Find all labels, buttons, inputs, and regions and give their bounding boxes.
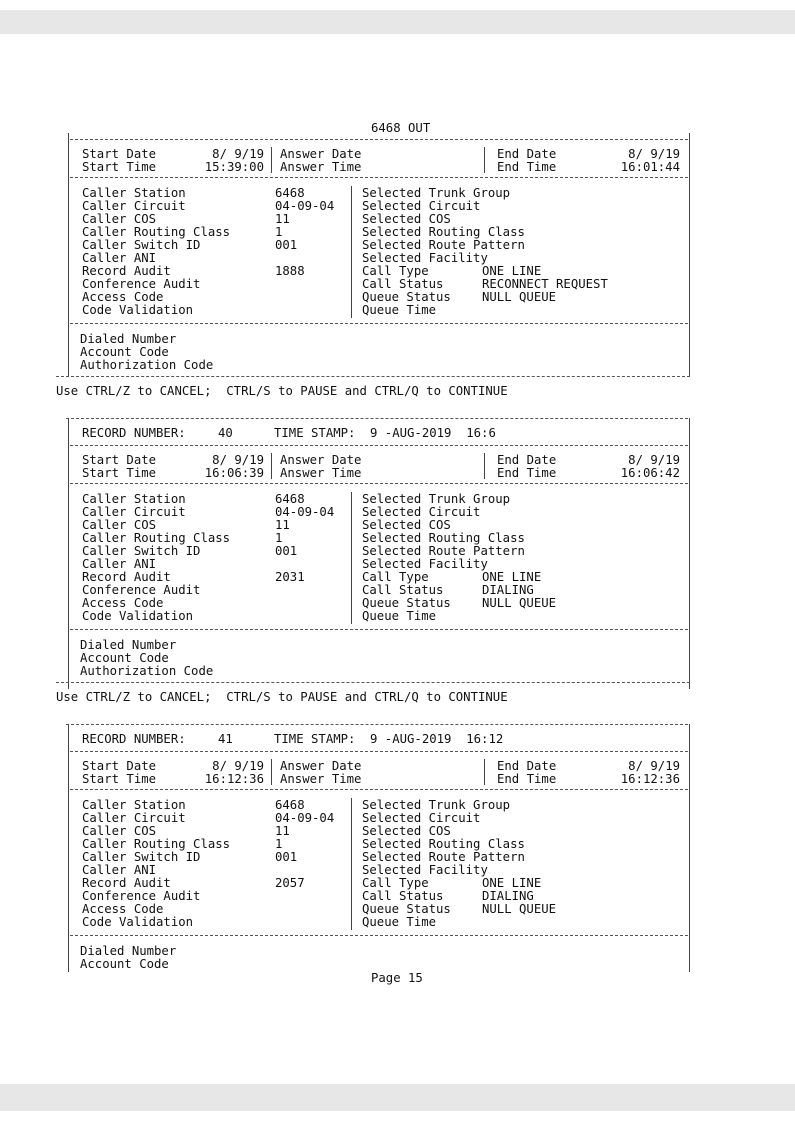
caller-cos-value: 11 (275, 212, 290, 226)
page-header: 6468 OUT (371, 121, 431, 135)
left-border (68, 418, 69, 689)
caller-routing-class-label: Caller Routing Class (82, 531, 231, 545)
caller-ani-label: Caller ANI (82, 863, 157, 877)
selected-facility-label: Selected Facility (362, 251, 488, 265)
queue-status-value: NULL QUEUE (482, 902, 557, 916)
conference-audit-label: Conference Audit (82, 277, 201, 291)
end-date-label: End Date (497, 147, 557, 161)
call-status-label: Call Status (362, 889, 444, 903)
caller-switch-id-value: 001 (275, 238, 298, 252)
divider (70, 789, 688, 790)
separator (271, 147, 272, 173)
caller-routing-class-value: 1 (275, 225, 283, 239)
call-status-label: Call Status (362, 583, 444, 597)
start-date-value: 8/ 9/19 (212, 759, 264, 773)
queue-status-value: NULL QUEUE (482, 596, 557, 610)
caller-cos-label: Caller COS (82, 212, 157, 226)
right-border (689, 418, 690, 689)
call-type-label: Call Type (362, 876, 429, 890)
separator (484, 759, 485, 785)
selected-cos-label: Selected COS (362, 518, 451, 532)
start-time-label: Start Time (82, 466, 157, 480)
separator (351, 798, 352, 930)
record-audit-label: Record Audit (82, 570, 171, 584)
caller-routing-class-label: Caller Routing Class (82, 225, 231, 239)
start-date-value: 8/ 9/19 (212, 147, 264, 161)
answer-date-label: Answer Date (280, 453, 362, 467)
record-audit-value: 1888 (275, 264, 305, 278)
separator (351, 186, 352, 318)
record-audit-value: 2057 (275, 876, 305, 890)
start-date-label: Start Date (82, 453, 157, 467)
selected-trunk-group-label: Selected Trunk Group (362, 186, 511, 200)
caller-switch-id-label: Caller Switch ID (82, 238, 201, 252)
account-code-label: Account Code (80, 651, 169, 665)
time-stamp-value: 9 -AUG-2019 16:6 (370, 426, 496, 440)
start-time-label: Start Time (82, 772, 157, 786)
record-number-value: 40 (218, 426, 233, 440)
caller-station-value: 6468 (275, 186, 305, 200)
start-time-value: 16:06:39 (204, 466, 264, 480)
queue-time-label: Queue Time (362, 303, 437, 317)
start-date-label: Start Date (82, 759, 157, 773)
queue-status-value: NULL QUEUE (482, 290, 557, 304)
caller-station-label: Caller Station (82, 492, 186, 506)
authorization-code-label: Authorization Code (80, 664, 214, 678)
left-border (68, 133, 69, 377)
selected-routing-class-label: Selected Routing Class (362, 531, 525, 545)
start-date-label: Start Date (82, 147, 157, 161)
caller-routing-class-label: Caller Routing Class (82, 837, 231, 851)
caller-switch-id-value: 001 (275, 544, 298, 558)
caller-cos-label: Caller COS (82, 518, 157, 532)
conference-audit-label: Conference Audit (82, 583, 201, 597)
end-date-value: 8/ 9/19 (628, 759, 680, 773)
start-time-value: 16:12:36 (204, 772, 264, 786)
selected-circuit-label: Selected Circuit (362, 199, 481, 213)
selected-facility-label: Selected Facility (362, 863, 488, 877)
caller-circuit-label: Caller Circuit (82, 811, 186, 825)
end-time-label: End Time (497, 160, 557, 174)
caller-station-label: Caller Station (82, 186, 186, 200)
caller-cos-value: 11 (275, 518, 290, 532)
selected-trunk-group-label: Selected Trunk Group (362, 492, 511, 506)
left-border (68, 724, 69, 972)
access-code-label: Access Code (82, 902, 164, 916)
answer-time-label: Answer Time (280, 160, 362, 174)
access-code-label: Access Code (82, 596, 164, 610)
caller-cos-label: Caller COS (82, 824, 157, 838)
divider (66, 724, 688, 725)
record-audit-label: Record Audit (82, 264, 171, 278)
divider (70, 935, 688, 936)
caller-station-label: Caller Station (82, 798, 186, 812)
code-validation-label: Code Validation (82, 915, 194, 929)
selected-circuit-label: Selected Circuit (362, 505, 481, 519)
selected-circuit-label: Selected Circuit (362, 811, 481, 825)
divider (56, 376, 690, 377)
separator (484, 147, 485, 173)
divider (70, 445, 688, 446)
end-time-label: End Time (497, 466, 557, 480)
caller-circuit-label: Caller Circuit (82, 199, 186, 213)
selected-routing-class-label: Selected Routing Class (362, 225, 525, 239)
call-type-label: Call Type (362, 570, 429, 584)
caller-switch-id-label: Caller Switch ID (82, 544, 201, 558)
separator (351, 492, 352, 624)
call-status-value: DIALING (482, 889, 534, 903)
end-date-label: End Date (497, 453, 557, 467)
divider (56, 682, 690, 683)
queue-status-label: Queue Status (362, 290, 451, 304)
queue-status-label: Queue Status (362, 902, 451, 916)
caller-ani-label: Caller ANI (82, 557, 157, 571)
end-time-label: End Time (497, 772, 557, 786)
start-date-value: 8/ 9/19 (212, 453, 264, 467)
selected-trunk-group-label: Selected Trunk Group (362, 798, 511, 812)
caller-circuit-value: 04-09-04 (275, 811, 335, 825)
time-stamp-label: TIME STAMP: (274, 732, 356, 746)
dialed-number-label: Dialed Number (80, 638, 177, 652)
continue-prompt: Use CTRL/Z to CANCEL; CTRL/S to PAUSE and CTRL/Q to CONTINUE (56, 690, 508, 704)
dialed-number-label: Dialed Number (80, 332, 177, 346)
answer-date-label: Answer Date (280, 147, 362, 161)
call-type-value: ONE LINE (482, 876, 542, 890)
right-border (689, 724, 690, 972)
caller-routing-class-value: 1 (275, 837, 283, 851)
selected-cos-label: Selected COS (362, 212, 451, 226)
end-date-value: 8/ 9/19 (628, 453, 680, 467)
end-time-value: 16:01:44 (620, 160, 680, 174)
divider (70, 751, 688, 752)
code-validation-label: Code Validation (82, 303, 194, 317)
code-validation-label: Code Validation (82, 609, 194, 623)
record-audit-value: 2031 (275, 570, 305, 584)
continue-prompt: Use CTRL/Z to CANCEL; CTRL/S to PAUSE and CTRL/Q to CONTINUE (56, 384, 508, 398)
caller-switch-id-value: 001 (275, 850, 298, 864)
caller-station-value: 6468 (275, 492, 305, 506)
separator (271, 453, 272, 479)
start-time-label: Start Time (82, 160, 157, 174)
selected-cos-label: Selected COS (362, 824, 451, 838)
caller-routing-class-value: 1 (275, 531, 283, 545)
divider (66, 418, 688, 419)
account-code-label: Account Code (80, 957, 169, 971)
divider (70, 483, 688, 484)
selected-route-pattern-label: Selected Route Pattern (362, 544, 525, 558)
scan-top-band (0, 10, 795, 34)
divider (70, 177, 688, 178)
queue-time-label: Queue Time (362, 609, 437, 623)
selected-routing-class-label: Selected Routing Class (362, 837, 525, 851)
record-audit-label: Record Audit (82, 876, 171, 890)
caller-circuit-label: Caller Circuit (82, 505, 186, 519)
separator (484, 453, 485, 479)
divider (70, 139, 688, 140)
caller-cos-value: 11 (275, 824, 290, 838)
end-time-value: 16:06:42 (620, 466, 680, 480)
caller-switch-id-label: Caller Switch ID (82, 850, 201, 864)
separator (271, 759, 272, 785)
caller-station-value: 6468 (275, 798, 305, 812)
answer-time-label: Answer Time (280, 772, 362, 786)
dialed-number-label: Dialed Number (80, 944, 177, 958)
divider (70, 629, 688, 630)
caller-ani-label: Caller ANI (82, 251, 157, 265)
page-footer: Page 15 (371, 971, 423, 985)
selected-facility-label: Selected Facility (362, 557, 488, 571)
time-stamp-value: 9 -AUG-2019 16:12 (370, 732, 504, 746)
start-time-value: 15:39:00 (204, 160, 264, 174)
access-code-label: Access Code (82, 290, 164, 304)
record-number-label: RECORD NUMBER: (82, 732, 186, 746)
caller-circuit-value: 04-09-04 (275, 505, 335, 519)
selected-route-pattern-label: Selected Route Pattern (362, 238, 525, 252)
caller-circuit-value: 04-09-04 (275, 199, 335, 213)
scan-bottom-band (0, 1084, 795, 1111)
call-type-value: ONE LINE (482, 264, 542, 278)
selected-route-pattern-label: Selected Route Pattern (362, 850, 525, 864)
call-type-value: ONE LINE (482, 570, 542, 584)
end-time-value: 16:12:36 (620, 772, 680, 786)
queue-status-label: Queue Status (362, 596, 451, 610)
record-number-value: 41 (218, 732, 233, 746)
answer-time-label: Answer Time (280, 466, 362, 480)
right-border (689, 133, 690, 377)
call-type-label: Call Type (362, 264, 429, 278)
end-date-value: 8/ 9/19 (628, 147, 680, 161)
conference-audit-label: Conference Audit (82, 889, 201, 903)
call-status-label: Call Status (362, 277, 444, 291)
call-status-value: RECONNECT REQUEST (482, 277, 608, 291)
time-stamp-label: TIME STAMP: (274, 426, 356, 440)
authorization-code-label: Authorization Code (80, 358, 214, 372)
call-status-value: DIALING (482, 583, 534, 597)
queue-time-label: Queue Time (362, 915, 437, 929)
answer-date-label: Answer Date (280, 759, 362, 773)
record-number-label: RECORD NUMBER: (82, 426, 186, 440)
end-date-label: End Date (497, 759, 557, 773)
divider (70, 323, 688, 324)
account-code-label: Account Code (80, 345, 169, 359)
